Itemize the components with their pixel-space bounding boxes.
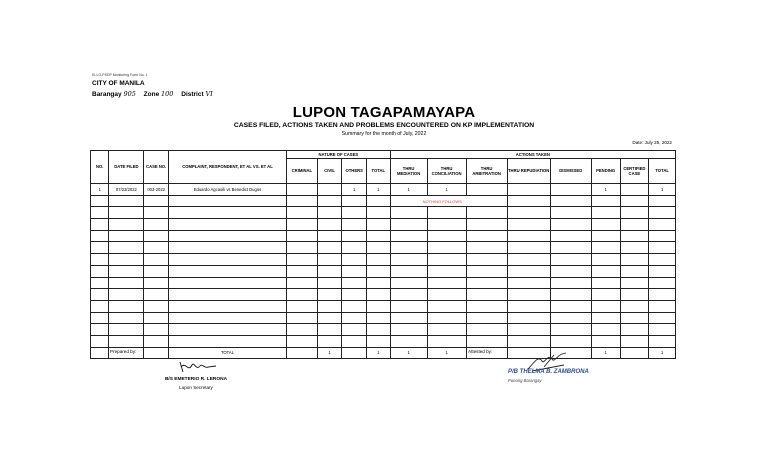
empty-row: [91, 324, 676, 336]
empty-row: [91, 300, 676, 312]
header-others: OTHERS: [342, 159, 367, 184]
cell-others: 1: [342, 184, 367, 196]
attested-by-name: P/B THELMA B. ZAMBRONA: [508, 369, 589, 375]
page-title: LUPON TAGAPAMAYAPA: [292, 104, 476, 121]
prepared-by-name: B/S EMETERIO R. LERONA: [164, 377, 228, 382]
empty-rows: [91, 207, 676, 347]
header-no: NO.: [91, 151, 109, 184]
header-date-filed: DATE FILED: [109, 151, 144, 184]
form-number: KI-LG-PSDP Monitoring Form No. 1: [92, 73, 148, 77]
cell-mediation: 1: [390, 184, 427, 196]
nothing-follows: NOTHING FOLLOWS: [422, 198, 462, 204]
header-case-no: CASE NO.: [144, 151, 169, 184]
zone-label: Zone: [143, 91, 160, 98]
prepared-by-position: Lupon Secretary: [179, 385, 213, 390]
empty-row: [91, 277, 676, 289]
district-value: VI: [205, 90, 213, 98]
header-actions-taken: ACTIONS TAKEN: [390, 151, 675, 159]
barangay-value: 905: [123, 90, 136, 98]
district-label: District: [181, 91, 204, 98]
empty-row: [91, 335, 676, 347]
cases-table: [90, 150, 676, 359]
location-line: [92, 90, 219, 98]
cell-date-filed: 07/23/2022: [109, 184, 144, 196]
page-subtitle: CASES FILED, ACTIONS TAKEN AND PROBLEMS ENCOUNTERED ON KP IMPLEMENTATION: [233, 122, 535, 129]
empty-row: [91, 242, 676, 254]
attested-by-label: Attested by:: [468, 349, 493, 354]
empty-row: [91, 265, 676, 277]
empty-row: [91, 312, 676, 324]
cell-pending: 1: [591, 184, 620, 196]
cell-arbitration: [466, 184, 507, 196]
cell-case-no: 003-2022: [144, 184, 169, 196]
total-total: 1: [367, 347, 391, 359]
total-others: [342, 347, 367, 359]
total-pending: 1: [591, 347, 620, 359]
header-actions-total: TOTAL: [649, 159, 676, 184]
empty-row: [91, 207, 676, 219]
prepared-by-label: Prepared by:: [110, 349, 137, 354]
cell-no: 1: [91, 184, 109, 196]
summary-line: Summary for the month of July, 2022: [341, 131, 427, 137]
secretary-signature: [178, 359, 218, 375]
empty-row: [91, 254, 676, 266]
total-actions-total: 1: [649, 347, 676, 359]
header-pending: PENDING: [591, 159, 620, 184]
cell-repudiation: [507, 184, 550, 196]
cell-conciliation: 1: [427, 184, 466, 196]
total-civil: 1: [317, 347, 342, 359]
header-thru-conciliation: THRU CONCILIATION: [427, 159, 466, 184]
header-criminal: CRIMINAL: [287, 159, 318, 184]
header-thru-arbitration: THRU ARBITRATION: [466, 159, 507, 184]
cell-actions-total: 1: [649, 184, 676, 196]
total-conciliation: 1: [427, 347, 466, 359]
header-dismissed: DISMISSED: [550, 159, 591, 184]
header-certified-case: CERTIFIED CASE: [620, 159, 649, 184]
total-row: [91, 347, 676, 359]
table-row: [91, 184, 676, 196]
empty-row: [91, 230, 676, 242]
total-label: TOTAL: [168, 347, 286, 359]
cell-civil: [317, 184, 342, 196]
header-civil: CIVIL: [317, 159, 342, 184]
city-name: CITY OF MANILA: [92, 80, 145, 87]
cell-certified: [620, 184, 649, 196]
header-thru-mediation: THRU MEDIATION: [390, 159, 427, 184]
cell-dismissed: [550, 184, 591, 196]
cell-criminal: [287, 184, 318, 196]
header-nature-of-cases: NATURE OF CASES: [287, 151, 391, 159]
cell-complaint: Eduardo Agcaoili vs Benedict Dugos: [168, 184, 286, 196]
empty-row: [91, 289, 676, 301]
header-total: TOTAL: [367, 159, 391, 184]
empty-row: [91, 219, 676, 231]
cell-total: 1: [367, 184, 391, 196]
total-certified: [620, 347, 649, 359]
header-complaint: COMPLAINT, RESPONDENT, ET AL VS. ET AL: [168, 151, 286, 184]
attested-by-position: Punong Barangay: [508, 378, 542, 383]
barangay-label: Barangay: [92, 91, 122, 98]
zone-value: 100: [161, 90, 174, 98]
report-date: Date: July 25, 2022: [632, 140, 672, 145]
table-row: [91, 195, 676, 207]
total-criminal: [287, 347, 318, 359]
header-thru-repudiation: THRU REPUDIATION: [507, 159, 550, 184]
total-mediation: 1: [390, 347, 427, 359]
